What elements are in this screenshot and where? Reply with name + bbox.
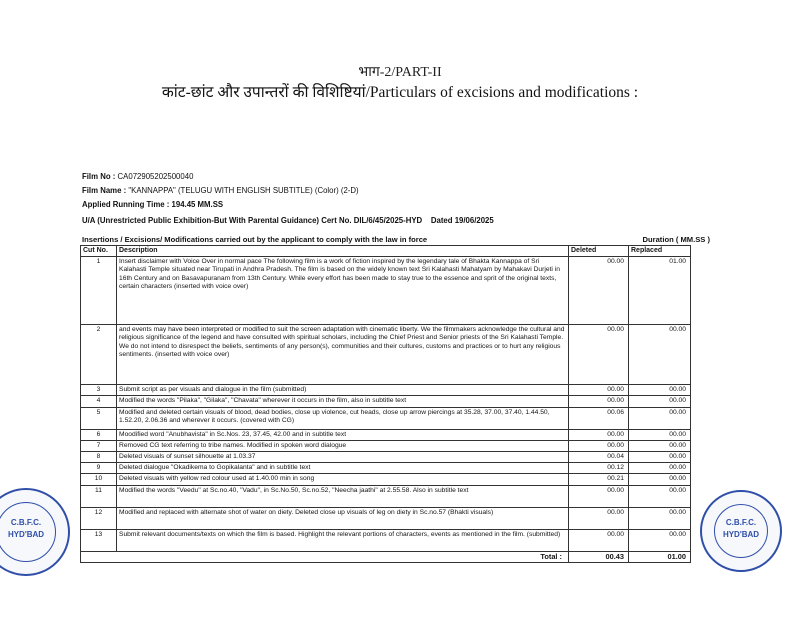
- deleted-cell: 00.21: [569, 474, 629, 485]
- replaced-cell: 00.00: [629, 385, 691, 396]
- table-row: [81, 507, 691, 529]
- cut-no-cell: 5: [81, 407, 117, 429]
- dated-label: Dated: [430, 216, 453, 225]
- total-deleted: 00.43: [569, 551, 629, 562]
- table-header-row: [81, 246, 691, 257]
- total-replaced: 01.00: [629, 551, 691, 562]
- description-cell: Removed CG text referring to tribe names. Modified in spoken word dialogue: [117, 440, 569, 451]
- table-row: [81, 257, 691, 325]
- deleted-cell: 00.00: [569, 396, 629, 407]
- cut-no-cell: 10: [81, 474, 117, 485]
- film-name-label: Film Name :: [82, 186, 127, 195]
- description-cell: Submit script as per visuals and dialogue in the film (submitted): [117, 385, 569, 396]
- table-row: [81, 385, 691, 396]
- duration-header: Duration ( MM.SS ): [642, 235, 710, 244]
- deleted-cell: 00.00: [569, 440, 629, 451]
- header-deleted: Deleted: [569, 246, 629, 257]
- cut-no-cell: 7: [81, 440, 117, 451]
- seal-left-line2: HYD'BAD: [7, 530, 45, 539]
- cut-no-cell: 13: [81, 529, 117, 551]
- insertions-header: [82, 235, 718, 244]
- film-name-value: "KANNAPPA" (TELUGU WITH ENGLISH SUBTITLE) (Color) (2-D): [128, 186, 359, 195]
- cbfc-seal-right: [700, 490, 782, 572]
- table-row: [81, 452, 691, 463]
- description-cell: Insert disclaimer with Voice Over in normal pace The following film is a work of fiction inspired by the legendary tale of Bhakta Kannappa of Sri Kalahasti Temple situated near Tirupati in Andhra Pradesh. The film is based on the widely known text Sri Kalahasti Mahatyam by Mahakavi Durjeti in 16th Century and on Basavapuranam from 13th Century. While every effort has been made to stay true to the essence and sprit of the original texts, certain characters (inserted with voice over): [117, 257, 569, 325]
- section-title: कांट-छांट और उपान्तरों की विशिष्टियां/Particulars of excisions and modifications :: [161, 84, 639, 101]
- film-no-value: CA072905202500040: [117, 172, 194, 181]
- deleted-cell: 00.06: [569, 407, 629, 429]
- replaced-cell: 00.00: [629, 507, 691, 529]
- total-label: Total :: [81, 551, 569, 562]
- film-no-label: Film No :: [82, 172, 116, 181]
- replaced-cell: 00.00: [629, 440, 691, 451]
- insertions-title: Insertions / Excisions/ Modifications carried out by the applicant to comply with the law in force: [82, 235, 428, 244]
- cut-no-cell: 4: [81, 396, 117, 407]
- description-cell: Modified and deleted certain visuals of blood, dead bodies, close up violence, cut heads, close up arrow piercings at 35.28, 37.00, 37.40, 1.44.50, 1.52.20, 2.06.36 and wherever it occurs. (covered with CG): [117, 407, 569, 429]
- dated-value: 19/06/2025: [454, 216, 494, 225]
- running-time-value: 194.45 MM.SS: [171, 200, 224, 209]
- table-row: [81, 396, 691, 407]
- table-row: [81, 325, 691, 385]
- replaced-cell: 00.00: [629, 325, 691, 385]
- table-row: [81, 485, 691, 507]
- film-no-line: [82, 172, 193, 181]
- replaced-cell: 00.00: [629, 529, 691, 551]
- deleted-cell: 00.00: [569, 257, 629, 325]
- deleted-cell: 00.00: [569, 485, 629, 507]
- table-row: [81, 463, 691, 474]
- cut-no-cell: 11: [81, 485, 117, 507]
- replaced-cell: 00.00: [629, 396, 691, 407]
- excisions-table: [80, 245, 691, 563]
- cert-no: DIL/6/45/2025-HYD: [353, 216, 423, 225]
- description-cell: Moodified word "Anubhavista" in Sc.Nos. 23, 37.45, 42.00 and in subtitle text: [117, 429, 569, 440]
- seal-left-line1: C.B.F.C.: [10, 518, 42, 527]
- cut-no-cell: 2: [81, 325, 117, 385]
- cbfc-seal-left: [0, 488, 70, 576]
- table-row: [81, 529, 691, 551]
- header-description: Description: [117, 246, 569, 257]
- deleted-cell: 00.00: [569, 507, 629, 529]
- replaced-cell: 00.00: [629, 485, 691, 507]
- description-cell: Modified the words "Pilaka", "Gilaka", "Chavata" wherever it occurs in the film, also in subtitle text: [117, 396, 569, 407]
- replaced-cell: 00.00: [629, 452, 691, 463]
- table-row: [81, 440, 691, 451]
- description-cell: Submit relevant documents/texts on which the film is based. Highlight the relevant portions of characters, events as mentioned in the film. (submitted): [117, 529, 569, 551]
- deleted-cell: 00.04: [569, 452, 629, 463]
- cert-description: U/A (Unrestricted Public Exhibition-But With Parental Guidance) Cert No.: [82, 216, 352, 225]
- description-cell: and events may have been interpreted or modified to suit the screen adaptation with cinematic liberty. We the filmmakers acknowledge the cultural and religious significance of the legend and have consulted with spiritual scholars, including the Chief Priest and Senior priests of the Sri Kalahasti Temple. We do not intend to disrespect the beliefs, sentiments of any person(s), communities and their cultures, customs and practices or to hurt any religious sentiments. (inserted with voice over): [117, 325, 569, 385]
- table-row: [81, 407, 691, 429]
- total-row: [81, 551, 691, 562]
- deleted-cell: 00.00: [569, 429, 629, 440]
- cut-no-cell: 3: [81, 385, 117, 396]
- description-cell: Modified and replaced with alternate shot of water on diety. Deleted close up visuals of leg on diety in Sc.no.57 (Bhakti visuals): [117, 507, 569, 529]
- description-cell: Deleted visuals with yellow red colour used at 1.40.00 min in song: [117, 474, 569, 485]
- film-name-line: [82, 186, 359, 195]
- replaced-cell: 00.00: [629, 463, 691, 474]
- running-time-line: [82, 200, 223, 209]
- certificate-line: [82, 216, 494, 225]
- header-replaced: Replaced: [629, 246, 691, 257]
- table-row: [81, 474, 691, 485]
- header-cut-no: Cut No.: [81, 246, 117, 257]
- deleted-cell: 00.00: [569, 529, 629, 551]
- cut-no-cell: 9: [81, 463, 117, 474]
- table-row: [81, 429, 691, 440]
- seal-right-line2: HYD'BAD: [722, 530, 760, 539]
- cut-no-cell: 1: [81, 257, 117, 325]
- deleted-cell: 00.00: [569, 325, 629, 385]
- cut-no-cell: 6: [81, 429, 117, 440]
- deleted-cell: 00.00: [569, 385, 629, 396]
- cut-no-cell: 8: [81, 452, 117, 463]
- seal-right-line1: C.B.F.C.: [725, 518, 757, 527]
- description-cell: Deleted dialogue "Okadikema to Gopikalanta" and in subtitle text: [117, 463, 569, 474]
- deleted-cell: 00.12: [569, 463, 629, 474]
- replaced-cell: 00.00: [629, 429, 691, 440]
- running-time-label: Applied Running Time :: [82, 200, 170, 209]
- description-cell: Deleted visuals of sunset silhouette at 1.03.37: [117, 452, 569, 463]
- cut-no-cell: 12: [81, 507, 117, 529]
- replaced-cell: 00.00: [629, 407, 691, 429]
- page-label: भाग-2/PART-II: [358, 65, 442, 80]
- replaced-cell: 00.00: [629, 474, 691, 485]
- description-cell: Modified the words "Veedu" at Sc.no.40, "Vadu", in Sc.No.50, Sc.no.52, "Neecha jaathi" at 2.55.58. Also in subtitle text: [117, 485, 569, 507]
- replaced-cell: 01.00: [629, 257, 691, 325]
